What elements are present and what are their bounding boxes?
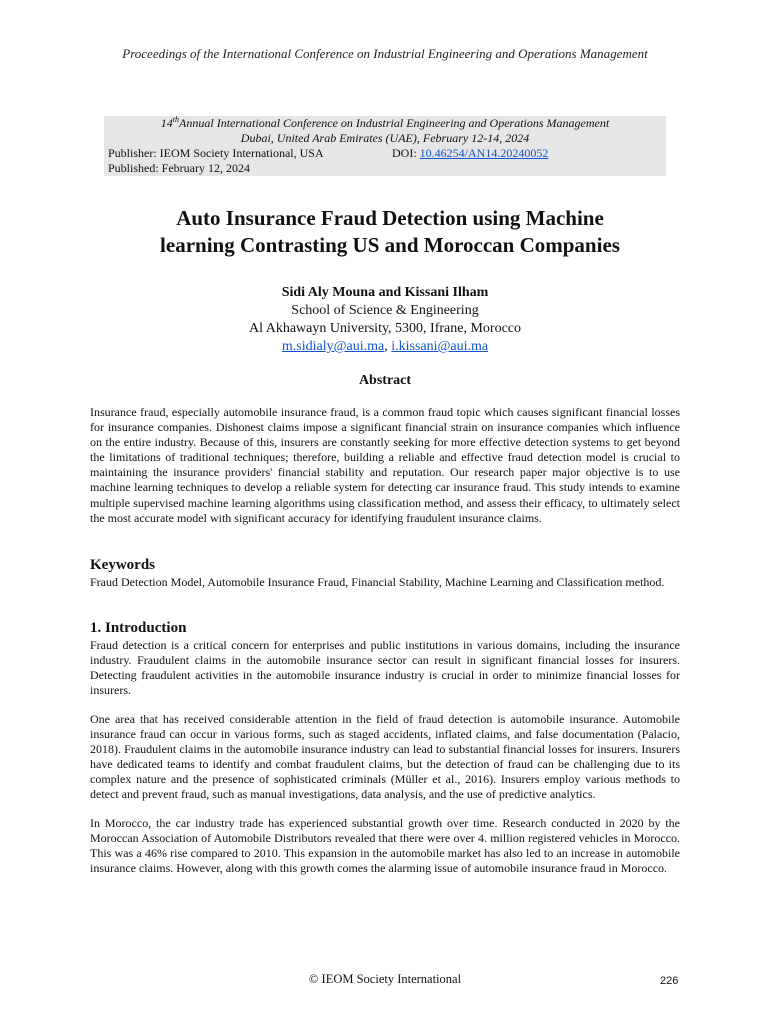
introduction-paragraph-3: In Morocco, the car industry trade has experienced substantial growth over time. Research conducted in 2020 by the Moroccan Association of Automobile Distributors revealed that there were over 4. million registered vehicles in Morocco. This was a 46% rise compared to 2010. This expansion in the automobile market has also led to an increase in automobile insurance claims. However, along with this growth comes the alarming issue of automobile insurance fraud in Morocco.: [90, 816, 680, 876]
email-link-2[interactable]: i.kissani@aui.ma: [391, 339, 489, 354]
page-number: 226: [660, 975, 679, 987]
keywords-heading: Keywords: [90, 557, 155, 573]
doi-link[interactable]: 10.46254/AN14.20240052: [419, 146, 549, 160]
affiliation-school: School of Science & Engineering: [291, 303, 479, 318]
paper-title: [90, 205, 690, 259]
author-emails: [90, 338, 680, 356]
doi: [392, 146, 548, 161]
affiliation-university: Al Akhawayn University, 5300, Ifrane, Morocco: [248, 321, 522, 336]
footer-copyright: © IEOM Society International: [308, 972, 462, 986]
conference-location: Dubai, United Arab Emirates (UAE), February 12-14, 2024: [240, 131, 530, 145]
introduction-paragraph-2: One area that has received considerable attention in the field of fraud detection is automobile insurance. Automobile insurance fraud can occur in various forms, such as staged accidents, inflated claims, and false documentation (Palacio, 2018). Fraudulent claims in the automobile insurance industry can lead to substantial financial losses for insurers. Insurers have dedicated teams to identify and combat fraudulent claims, but the detection of fraud can be challenging due to its complex nature and the presence of sophisticated criminals (Müller et al., 2016). Insurers employ various methods to detect and prevent fraud, such as manual investigations, data analysis, and the use of predictive analytics.: [90, 712, 680, 802]
doi-label: DOI:: [392, 146, 420, 160]
abstract-text: Insurance fraud, especially automobile insurance fraud, is a common fraud topic which causes significant financial losses for insurance companies. Dishonest claims impose a significant financial strain on insurance companies which influence on the entire industry. Because of this, insurers are constantly seeking for more effective detection systems to get beyond the limitations of traditional techniques; therefore, building a reliable and effective fraud detection model is crucial to maintaining the insurance providers' financial stability and reputation. Our research paper major objective is to use machine learning techniques to develop a reliable system for detecting car insurance fraud. This study intends to examine multiple supervised machine learning algorithms using classification method, and assess their efficacy, to ultimately select the most accurate model with significant accuracy for identifying fraudulent insurance claims.: [90, 405, 680, 525]
introduction-heading: 1. Introduction: [90, 620, 187, 636]
author-block: [90, 284, 680, 356]
paper-title-line-2: learning Contrasting US and Moroccan Companies: [160, 233, 620, 257]
conference-name: [104, 116, 666, 131]
published-date: Published: February 12, 2024: [108, 161, 250, 175]
publisher: Publisher: IEOM Society International, USA: [108, 146, 324, 160]
conference-info-box: [104, 116, 666, 176]
author-names: Sidi Aly Mouna and Kissani Ilham: [281, 285, 489, 300]
publisher-row: [104, 146, 666, 161]
email-link-1[interactable]: m.sidialy@aui.ma: [281, 339, 385, 354]
email-separator: ,: [384, 339, 392, 354]
abstract-heading: Abstract: [358, 373, 412, 388]
keywords-text: Fraud Detection Model, Automobile Insurance Fraud, Financial Stability, Machine Learning and Classification method.: [90, 575, 665, 589]
running-head: Proceedings of the International Conference on Industrial Engineering and Operations Management: [122, 46, 648, 61]
paper-title-line-1: Auto Insurance Fraud Detection using Machine: [176, 206, 604, 230]
conference-ordinal-suffix: th: [172, 115, 180, 124]
conference-title: Annual International Conference on Industrial Engineering and Operations Management: [179, 116, 610, 130]
introduction-paragraph-1: Fraud detection is a critical concern for enterprises and public institutions in various domains, including the insurance industry. Fraudulent claims in the automobile insurance sector can result in significant financial losses for insurers. Detecting fraudulent activities in the automobile insurance industry is crucial in order to minimize financial losses for insurers.: [90, 638, 680, 698]
conference-ordinal: 14: [160, 116, 173, 130]
